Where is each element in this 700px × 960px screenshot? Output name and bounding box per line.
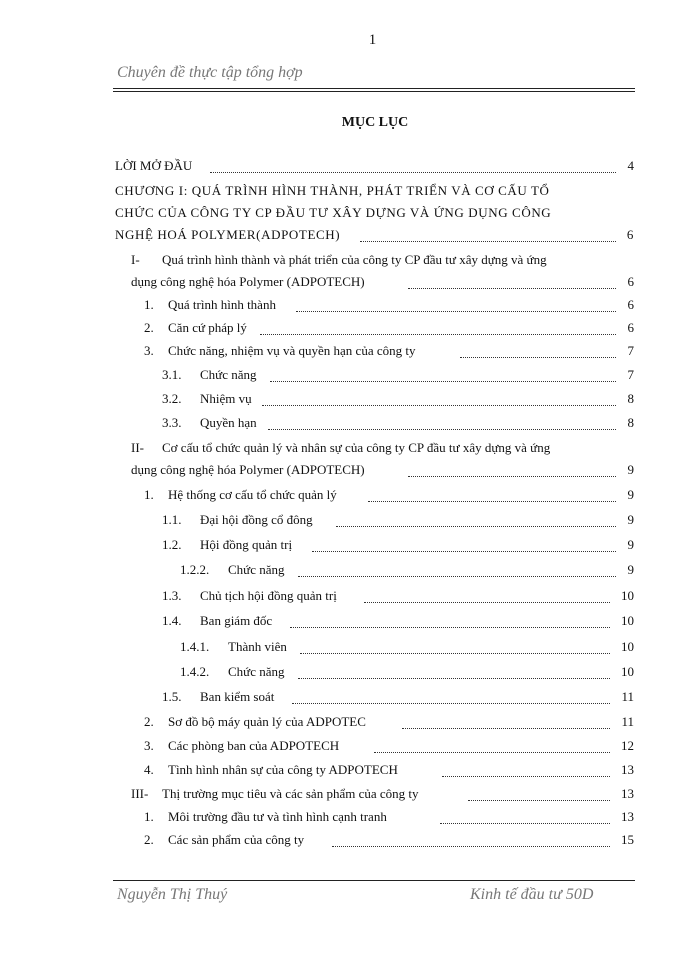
toc-page-number: 7 xyxy=(627,367,634,382)
toc-page-number: 6 xyxy=(627,274,634,289)
toc-section2-line2[interactable] xyxy=(0,462,700,482)
toc-section3[interactable] xyxy=(0,786,700,806)
toc-entry[interactable] xyxy=(0,537,700,557)
toc-dot-leader xyxy=(440,809,610,824)
footer-class: Kinh tế đầu tư 50D xyxy=(470,886,594,903)
toc-entry-number: 4. xyxy=(144,762,154,777)
toc-entry-number: 1.2. xyxy=(162,537,182,552)
toc-page-number: 11 xyxy=(621,689,634,704)
toc-page-number: 12 xyxy=(621,738,634,753)
toc-page-number: 15 xyxy=(621,832,634,847)
header-rule-top xyxy=(113,88,635,89)
toc-entry[interactable] xyxy=(0,391,700,411)
toc-entry-text: Chức năng xyxy=(228,664,285,679)
toc-page-number: 9 xyxy=(627,487,634,502)
toc-entry-text: Cơ cấu tổ chức quản lý và nhân sự của công ty CP đầu tư xây dựng và ứng xyxy=(162,440,551,455)
toc-chapter1-line2[interactable] xyxy=(0,205,700,225)
toc-page-number: 9 xyxy=(627,537,634,552)
toc-entry[interactable] xyxy=(0,297,700,317)
toc-dot-leader xyxy=(300,639,610,654)
toc-entry-number: 1.5. xyxy=(162,689,182,704)
toc-chapter1-line3[interactable] xyxy=(0,227,700,247)
toc-entry-number: 2. xyxy=(144,832,154,847)
toc-dot-leader xyxy=(262,391,616,406)
toc-entry[interactable] xyxy=(0,562,700,582)
toc-dot-leader xyxy=(460,343,616,358)
toc-dot-leader xyxy=(296,297,616,312)
toc-dot-leader xyxy=(312,537,616,552)
toc-page-number: 10 xyxy=(621,639,634,654)
toc-entry-text: CHỨC CỦA CÔNG TY CP ĐẦU TƯ XÂY DỰNG VÀ ỨNG DỤNG CÔNG xyxy=(115,205,552,220)
toc-page-number: 6 xyxy=(627,297,634,312)
toc-entry-number: 1. xyxy=(144,297,154,312)
toc-entry[interactable] xyxy=(0,588,700,608)
footer-rule xyxy=(113,880,635,881)
toc-dot-leader xyxy=(268,415,616,430)
toc-dot-leader xyxy=(364,588,610,603)
toc-entry[interactable] xyxy=(0,367,700,387)
toc-dot-leader xyxy=(292,689,610,704)
toc-entry[interactable] xyxy=(0,832,700,852)
toc-dot-leader xyxy=(298,562,616,577)
toc-page-number: 9 xyxy=(627,462,634,477)
toc-entry-number: 2. xyxy=(144,320,154,335)
toc-dot-leader xyxy=(408,462,616,477)
toc-entry-text: CHƯƠNG I: QUÁ TRÌNH HÌNH THÀNH, PHÁT TRIỂN VÀ CƠ CẤU TỔ xyxy=(115,183,550,198)
toc-entry[interactable] xyxy=(0,343,700,363)
toc-entry-text: Các phòng ban của ADPOTECH xyxy=(168,738,340,753)
toc-entry-number: II- xyxy=(131,440,144,455)
toc-entry-number: 1.1. xyxy=(162,512,182,527)
toc-entry-text: dụng công nghệ hóa Polymer (ADPOTECH) xyxy=(131,274,365,289)
toc-heading: MỤC LỤC xyxy=(341,115,409,130)
toc-dot-leader xyxy=(336,512,616,527)
toc-entry-text: Chủ tịch hội đồng quản trị xyxy=(200,588,337,603)
footer-author: Nguyễn Thị Thuý xyxy=(117,886,228,903)
page-number: 1 xyxy=(368,32,377,48)
toc-dot-leader xyxy=(368,487,616,502)
toc-dot-leader xyxy=(260,320,616,335)
toc-entry-number: 3.1. xyxy=(162,367,182,382)
toc-page-number: 13 xyxy=(621,762,634,777)
toc-entry-text: Tình hình nhân sự của công ty ADPOTECH xyxy=(168,762,398,777)
toc-entry-text: Nhiệm vụ xyxy=(200,391,252,406)
toc-entry-number: III- xyxy=(131,786,149,801)
toc-entry-number: 1. xyxy=(144,487,154,502)
toc-entry-text: Căn cứ pháp lý xyxy=(168,320,247,335)
toc-chapter1-line1[interactable] xyxy=(0,183,700,203)
toc-dot-leader xyxy=(374,738,610,753)
toc-entry-text: Quá trình hình thành xyxy=(168,297,276,312)
toc-dot-leader xyxy=(442,762,610,777)
toc-page-number: 9 xyxy=(627,562,634,577)
toc-entry-number: 2. xyxy=(144,714,154,729)
toc-page-number: 8 xyxy=(627,391,634,406)
toc-entry-intro[interactable] xyxy=(0,158,700,178)
toc-entry-number: 3.3. xyxy=(162,415,182,430)
toc-entry-text: Quyền hạn xyxy=(200,415,257,430)
toc-page-number: 7 xyxy=(627,343,634,358)
toc-entry-text: Quá trình hình thành và phát triển của công ty CP đầu tư xây dựng và ứng xyxy=(162,252,547,267)
toc-entry-text: Môi trường đầu tư và tình hình cạnh tranh xyxy=(168,809,387,824)
toc-entry-number: 1.4.1. xyxy=(180,639,210,654)
toc-page-number: 10 xyxy=(621,613,634,628)
toc-entry-text: Thị trường mục tiêu và các sản phẩm của công ty xyxy=(162,786,419,801)
toc-entry[interactable] xyxy=(0,320,700,340)
toc-entry-text: Hội đồng quản trị xyxy=(200,537,293,552)
toc-entry-text: Đại hội đồng cổ đông xyxy=(200,512,313,527)
toc-page-number: 4 xyxy=(627,158,634,173)
toc-entry-number: I- xyxy=(131,252,140,267)
toc-entry[interactable] xyxy=(0,613,700,633)
toc-entry-text: Ban giám đốc xyxy=(200,613,273,628)
toc-entry[interactable] xyxy=(0,714,700,734)
toc-dot-leader xyxy=(270,367,616,382)
toc-dot-leader xyxy=(402,714,610,729)
toc-section2-line1[interactable] xyxy=(0,440,700,460)
toc-entry-number: 1.4.2. xyxy=(180,664,210,679)
toc-entry[interactable] xyxy=(0,415,700,435)
toc-entry-number: 1. xyxy=(144,809,154,824)
toc-section1-line1[interactable] xyxy=(0,252,700,272)
toc-entry-text: Chức năng xyxy=(228,562,285,577)
toc-entry-text: Sơ đồ bộ máy quản lý của ADPOTEC xyxy=(168,714,366,729)
toc-entry-number: 1.2.2. xyxy=(180,562,210,577)
toc-entry-text: dụng công nghệ hóa Polymer (ADPOTECH) xyxy=(131,462,365,477)
toc-entry-text: Thành viên xyxy=(228,639,287,654)
toc-entry[interactable] xyxy=(0,664,700,684)
toc-page-number: 10 xyxy=(621,588,634,603)
toc-entry-number: 3. xyxy=(144,738,154,753)
toc-section1-line2[interactable] xyxy=(0,274,700,294)
toc-dot-leader xyxy=(290,613,610,628)
toc-entry[interactable] xyxy=(0,689,700,709)
toc-entry-text: Chức năng xyxy=(200,367,257,382)
header-title: Chuyên đề thực tập tổng hợp xyxy=(117,64,303,81)
toc-entry-number: 1.3. xyxy=(162,588,182,603)
toc-page-number: 10 xyxy=(621,664,634,679)
toc-entry-text: Ban kiểm soát xyxy=(200,689,275,704)
toc-dot-leader xyxy=(468,786,610,801)
toc-dot-leader xyxy=(332,832,610,847)
toc-dot-leader xyxy=(298,664,610,679)
toc-entry-text: LỜI MỞ ĐẦU xyxy=(115,158,193,173)
toc-entry[interactable] xyxy=(0,512,700,532)
toc-dot-leader xyxy=(408,274,616,289)
toc-page-number: 6 xyxy=(626,227,634,242)
toc-dot-leader xyxy=(360,227,616,242)
toc-page-number: 6 xyxy=(627,320,634,335)
toc-page-number: 9 xyxy=(627,512,634,527)
toc-entry[interactable] xyxy=(0,487,700,507)
toc-entry[interactable] xyxy=(0,738,700,758)
toc-entry-number: 3.2. xyxy=(162,391,182,406)
toc-entry-text: Hệ thống cơ cấu tổ chức quản lý xyxy=(168,487,337,502)
toc-entry-text: NGHỆ HOÁ POLYMER(ADPOTECH) xyxy=(115,227,341,242)
toc-entry-text: Các sản phẩm của công ty xyxy=(168,832,305,847)
toc-page-number: 8 xyxy=(627,415,634,430)
toc-entry[interactable] xyxy=(0,762,700,782)
toc-page-number: 11 xyxy=(621,714,634,729)
toc-page-number: 13 xyxy=(621,809,634,824)
toc-entry[interactable] xyxy=(0,639,700,659)
toc-page-number: 13 xyxy=(621,786,634,801)
toc-entry[interactable] xyxy=(0,809,700,829)
toc-entry-number: 3. xyxy=(144,343,154,358)
toc-entry-number: 1.4. xyxy=(162,613,182,628)
toc-entry-text: Chức năng, nhiệm vụ và quyền hạn của công ty xyxy=(168,343,416,358)
header-rule-bottom xyxy=(113,91,635,92)
toc-dot-leader xyxy=(210,158,616,173)
